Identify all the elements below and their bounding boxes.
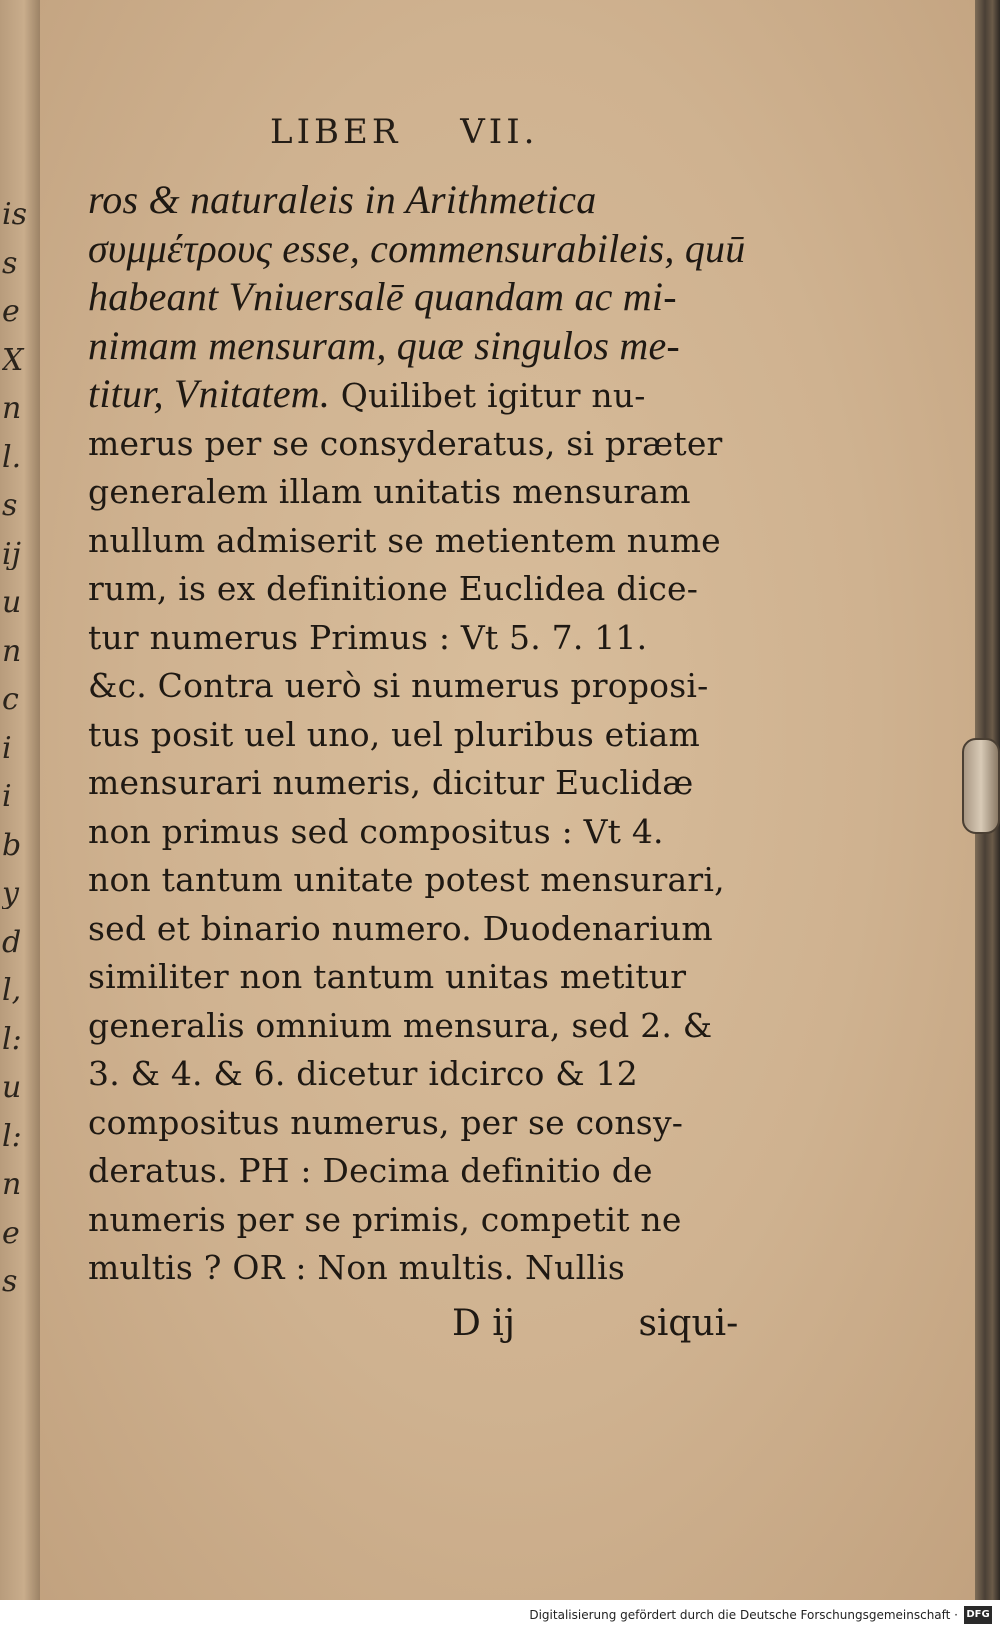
text-line: [88, 661, 768, 710]
text-line: [88, 807, 768, 856]
text-line: [88, 419, 768, 468]
margin-fragment: is: [2, 200, 27, 230]
text-line: [88, 1001, 768, 1050]
footer-bar: [0, 1600, 1000, 1634]
margin-fragment: c: [2, 685, 19, 715]
text-line: [88, 1098, 768, 1147]
text-line: [88, 613, 768, 662]
text-line: [88, 1195, 768, 1244]
margin-fragment: e: [2, 297, 20, 327]
margin-fragment: l.: [2, 442, 22, 473]
roman-text: merus per se consyderatus, si præter: [88, 423, 723, 463]
margin-fragment: l:: [2, 1121, 22, 1152]
roman-text: numeris per se primis, competit ne: [88, 1199, 682, 1239]
dfg-logo: DFG: [964, 1606, 992, 1624]
margin-fragment: b: [2, 830, 22, 861]
text-line: [88, 370, 768, 419]
italic-text: titur, Vnitatem.: [88, 371, 331, 416]
margin-fragment: e: [2, 1218, 20, 1249]
roman-text: tur numerus Primus : Vt 5. 7. 11.: [88, 617, 648, 657]
roman-text: similiter non tantum unitas metitur: [88, 957, 687, 996]
text-line: [88, 516, 768, 565]
running-header: [270, 112, 670, 168]
header-book-number: VII.: [460, 112, 539, 152]
margin-fragment: s: [2, 491, 18, 521]
margin-fragment: d: [2, 927, 22, 958]
text-line: [88, 273, 768, 322]
text-line: [88, 904, 768, 953]
roman-text: non tantum unitate potest mensurari,: [88, 860, 725, 899]
roman-text: sed et binario numero. Duodenarium: [88, 908, 713, 948]
text-line: [88, 225, 768, 274]
margin-fragment: n: [2, 636, 22, 667]
margin-fragment: y: [2, 879, 19, 909]
margin-fragment: l:: [2, 1024, 22, 1055]
italic-text: nimam mensuram, quæ singulos me-: [88, 322, 680, 368]
margin-fragment: X: [2, 345, 24, 376]
roman-text: compositus numerus, per se consy-: [88, 1102, 684, 1142]
roman-text: nullum admiserit se metientem nume: [88, 520, 721, 560]
text-line: [88, 322, 768, 371]
text-line: [88, 855, 768, 904]
signature-mark: D ij: [452, 1303, 515, 1344]
margin-fragment: i: [2, 782, 12, 812]
text-line: [88, 1146, 768, 1195]
footer-credit: Digitalisierung gefördert durch die Deutsche Forschungsgemeinschaft ·: [529, 1608, 958, 1622]
roman-text: Quilibet igitur nu-: [330, 376, 646, 415]
text-line: [88, 1049, 768, 1098]
roman-text: &c. Contra uerò si numerus proposi-: [88, 666, 709, 705]
text-line: [88, 564, 768, 613]
roman-text: rum, is ex definitione Euclidea dice-: [88, 569, 699, 608]
italic-text: συμμέτρους esse, commensurabileis, quū: [88, 225, 746, 271]
margin-fragment: s: [2, 1267, 18, 1297]
margin-fragment: u: [2, 588, 22, 618]
facing-page-edge: [0, 0, 41, 1600]
text-line: [88, 758, 768, 807]
header-liber: LIBER: [270, 112, 402, 152]
italic-text: habeant Vniuersalē quandam ac mi-: [88, 274, 677, 319]
margin-fragment: l,: [2, 976, 22, 1006]
body-text: [88, 176, 768, 1292]
margin-fragment: i: [2, 733, 12, 764]
roman-text: generalem illam unitatis mensuram: [88, 472, 691, 511]
text-line: [88, 467, 768, 516]
roman-text: multis ? OR : Non multis. Nullis: [88, 1248, 625, 1287]
roman-text: tus posit uel uno, uel pluribus etiam: [88, 714, 700, 754]
margin-fragment: s: [2, 248, 18, 279]
roman-text: mensurari numeris, dicitur Euclidæ: [88, 763, 694, 802]
text-line: [88, 1243, 768, 1292]
clasp-icon: [962, 738, 1000, 834]
margin-fragment: n: [2, 394, 22, 424]
text-line: [88, 176, 768, 225]
margin-fragment: u: [2, 1073, 22, 1103]
signature-line: [452, 1303, 772, 1363]
text-line: [88, 952, 768, 1001]
italic-text: ros & naturaleis in Arithmetica: [88, 177, 597, 222]
roman-text: non primus sed compositus : Vt 4.: [88, 811, 664, 851]
catchword: siqui-: [638, 1303, 739, 1344]
margin-fragment: ij: [2, 539, 21, 570]
margin-fragment: n: [2, 1170, 22, 1200]
roman-text: deratus. PH : Decima definitio de: [88, 1151, 653, 1190]
text-line: [88, 710, 768, 759]
roman-text: generalis omnium mensura, sed 2. &: [88, 1005, 713, 1045]
roman-text: 3. & 4. & 6. dicetur idcirco & 12: [88, 1054, 638, 1093]
